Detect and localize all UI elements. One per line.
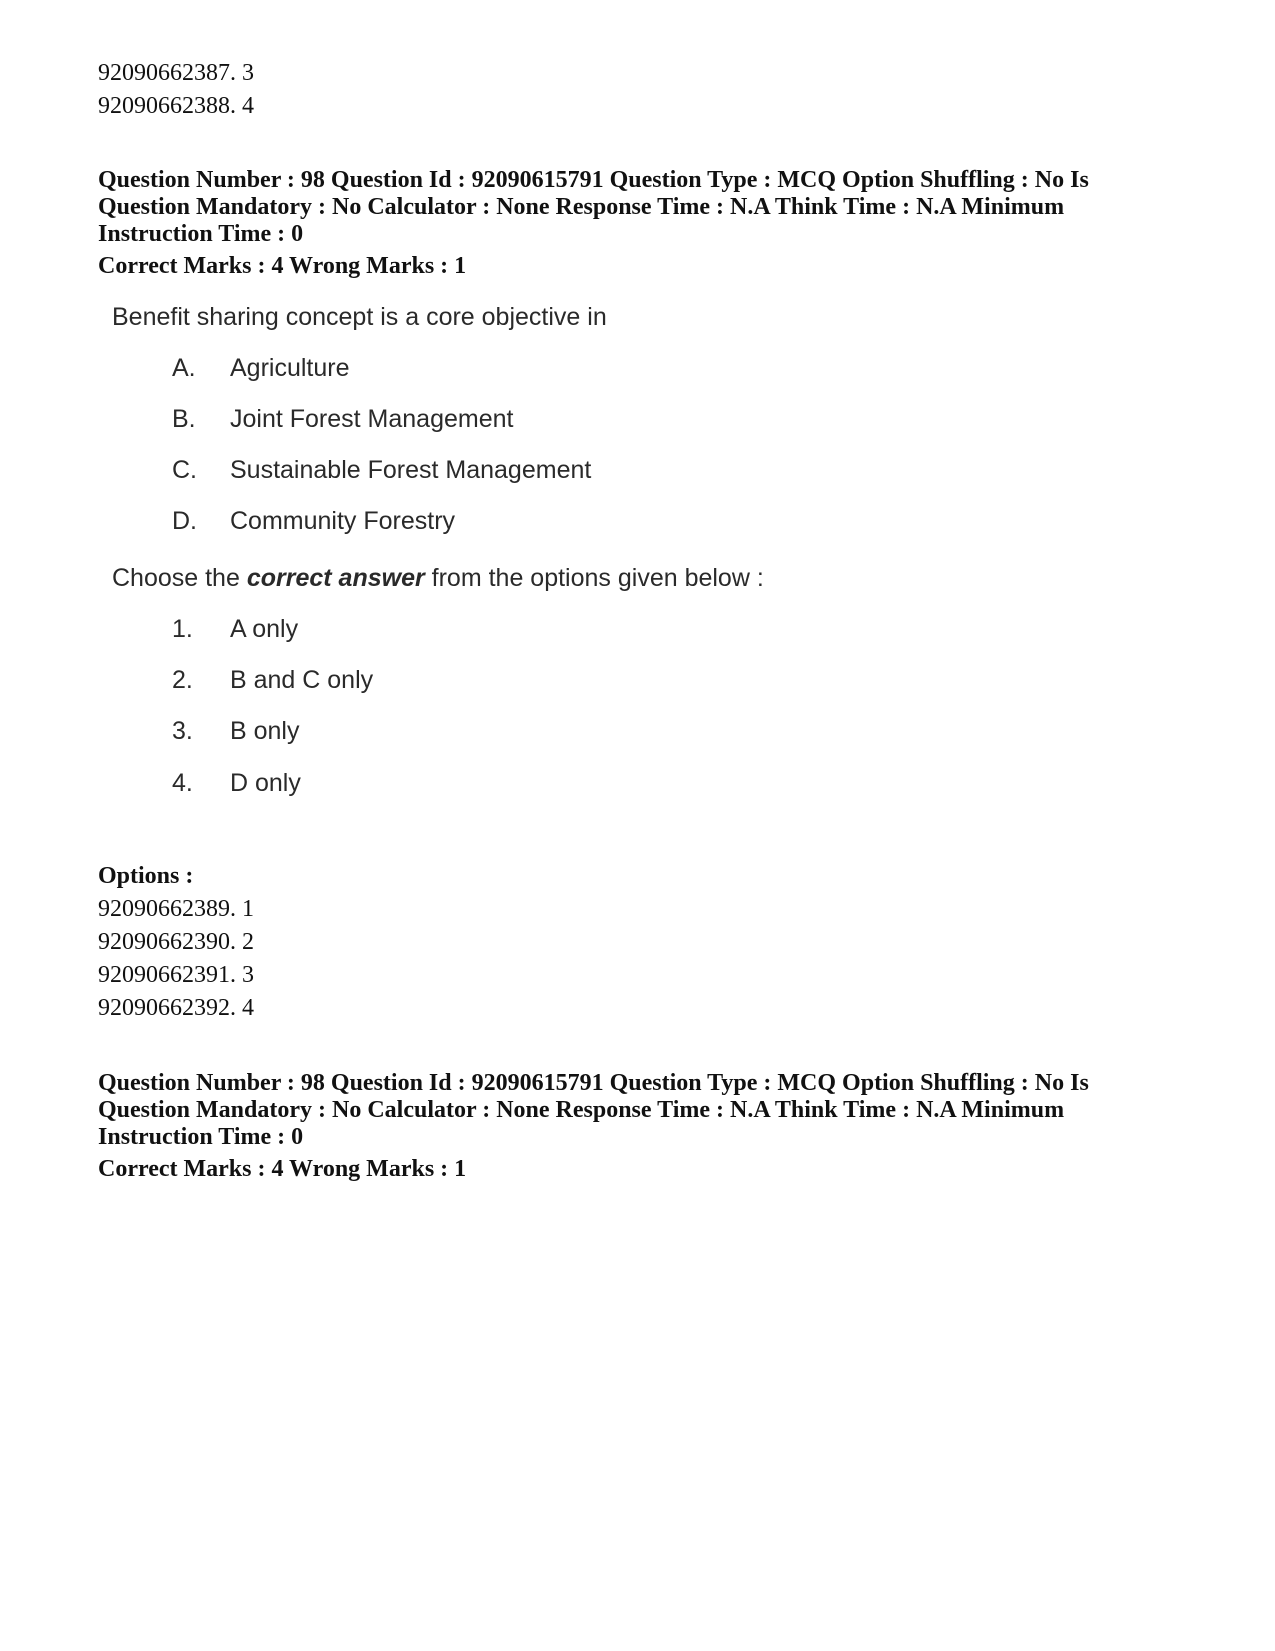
instruction-text: Choose the [112,564,247,592]
question-marks: Correct Marks : 4 Wrong Marks : 1 [98,253,467,279]
statement-text: Sustainable Forest Management [230,456,592,484]
choice-2 [172,665,373,695]
choice-text: B only [230,717,300,745]
statement-b [172,404,513,434]
statement-text: Community Forestry [230,507,456,535]
next-question-header-line-2: Question Mandatory : No Calculator : None Response Time : N.A Think Time : N.A Minimum [98,1097,1065,1123]
statement-label: C. [172,456,197,484]
options-heading: Options : [98,863,194,889]
option-3: 92090662391. 3 [98,962,254,988]
question-stem: Benefit sharing concept is a core objective in [112,303,607,331]
statement-label: A. [172,354,196,382]
statement-a [172,353,350,383]
choice-text: B and C only [230,666,374,694]
next-question-marks: Correct Marks : 4 Wrong Marks : 1 [98,1156,467,1182]
instruction-emphasis: correct answer [246,564,425,592]
option-1: 92090662389. 1 [98,896,254,922]
next-question-header-line-3: Instruction Time : 0 [98,1124,304,1150]
question-content [98,302,778,842]
question-header-line-1: Question Number : 98 Question Id : 92090615791 Question Type : MCQ Option Shuffling : No Is [98,167,1089,193]
statement-text: Joint Forest Management [230,405,514,433]
statement-d [172,506,455,536]
choice-text: D only [230,769,301,797]
choice-label: 2. [172,666,193,694]
prev-option-3: 92090662387. 3 [98,60,254,86]
statement-label: D. [172,507,197,535]
choice-1 [172,614,298,644]
choice-label: 4. [172,769,193,797]
statement-c [172,455,591,485]
statement-label: B. [172,405,196,433]
instruction-text-end: from the options given below : [424,564,764,592]
choice-label: 3. [172,717,193,745]
choice-4 [172,768,301,798]
question-header-line-2: Question Mandatory : No Calculator : None Response Time : N.A Think Time : N.A Minimum [98,194,1065,220]
choice-3 [172,716,299,746]
next-question-header-line-1: Question Number : 98 Question Id : 92090615791 Question Type : MCQ Option Shuffling : No Is [98,1070,1089,1096]
statement-text: Agriculture [230,354,350,382]
prev-option-4: 92090662388. 4 [98,93,254,119]
option-2: 92090662390. 2 [98,929,254,955]
option-4: 92090662392. 4 [98,995,254,1021]
answer-instruction [112,563,764,593]
question-header-line-3: Instruction Time : 0 [98,221,304,247]
choice-text: A only [230,615,299,643]
choice-label: 1. [172,615,193,643]
